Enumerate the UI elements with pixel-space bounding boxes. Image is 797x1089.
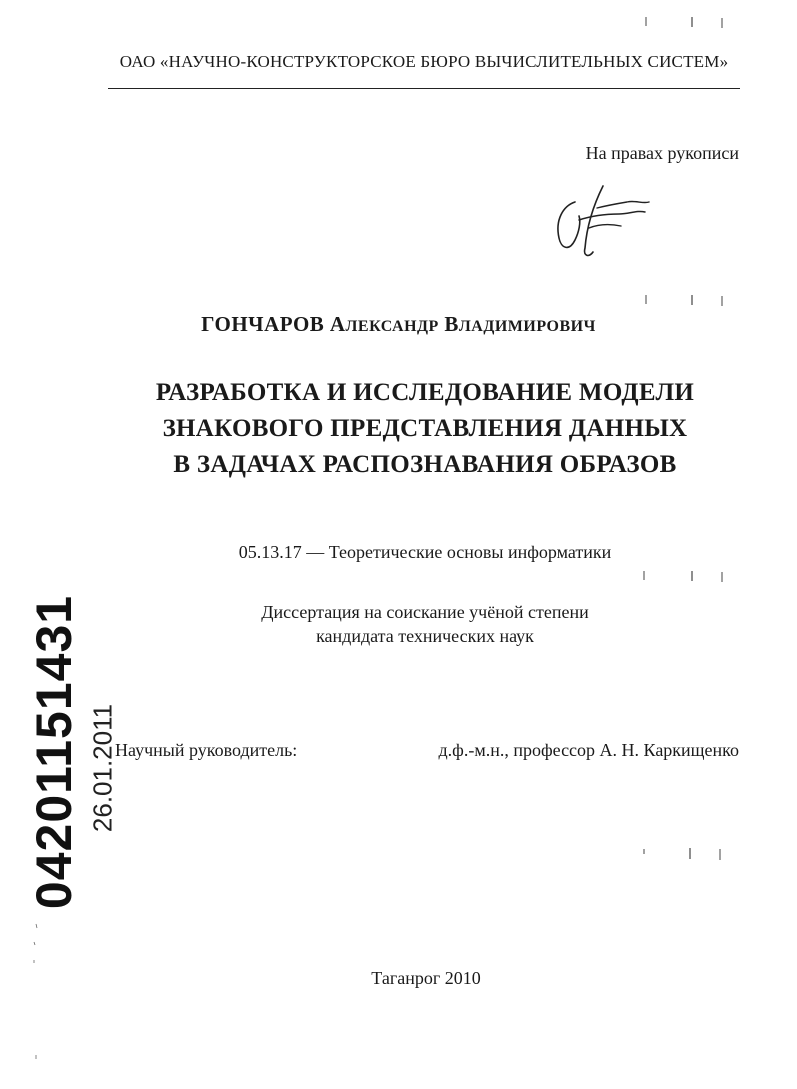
organization-header: ОАО «НАУЧНО-КОНСТРУКТОРСКОЕ БЮРО ВЫЧИСЛИТЕЛЬНЫХ СИСТЕМ» (119, 52, 729, 71)
dissertation-title (60, 375, 790, 483)
manuscript-note: На правах рукописи (585, 143, 739, 163)
author-name-rest: ЛЕКСАНДР (345, 318, 439, 335)
scan-marks-top (640, 14, 740, 30)
supervisor-label: Научный руководитель: (115, 740, 298, 760)
header-rule (108, 88, 740, 89)
author-patronymic-initial: В (444, 312, 459, 336)
title-line-3: В ЗАДАЧАХ РАСПОЗНАВАНИЯ ОБРАЗОВ (173, 451, 677, 478)
degree-line-2: кандидата технических наук (316, 626, 534, 646)
degree-line-1: Диссертация на соискание учёной степени (261, 602, 589, 622)
supervisor-value: д.ф.-м.н., профессор А. Н. Каркищенко (438, 740, 739, 760)
city-year: Таганрог 2010 (371, 968, 481, 988)
scan-marks-lower (640, 846, 740, 862)
stamp-code-text: 04201151431 (26, 594, 82, 910)
title-line-2: ЗНАКОВОГО ПРЕДСТАВЛЕНИЯ ДАННЫХ (162, 415, 688, 442)
scan-specks (28, 920, 48, 1070)
author-surname: ГОНЧАРОВ (201, 312, 325, 336)
scan-marks-upper (640, 292, 740, 308)
author-patronymic-rest: ЛАДИМИРОВИЧ (458, 318, 596, 335)
scan-marks-middle (640, 568, 740, 584)
author-name-initial: А (329, 312, 346, 336)
degree-statement (120, 600, 730, 648)
specialty-code: 05.13.17 — Теоретические основы информатики (238, 542, 612, 562)
author-name (0, 312, 797, 337)
stamp-date-text: 26.01.2011 (87, 703, 118, 833)
handwritten-signature (545, 180, 660, 260)
title-line-1: РАЗРАБОТКА И ИССЛЕДОВАНИЕ МОДЕЛИ (155, 379, 695, 406)
